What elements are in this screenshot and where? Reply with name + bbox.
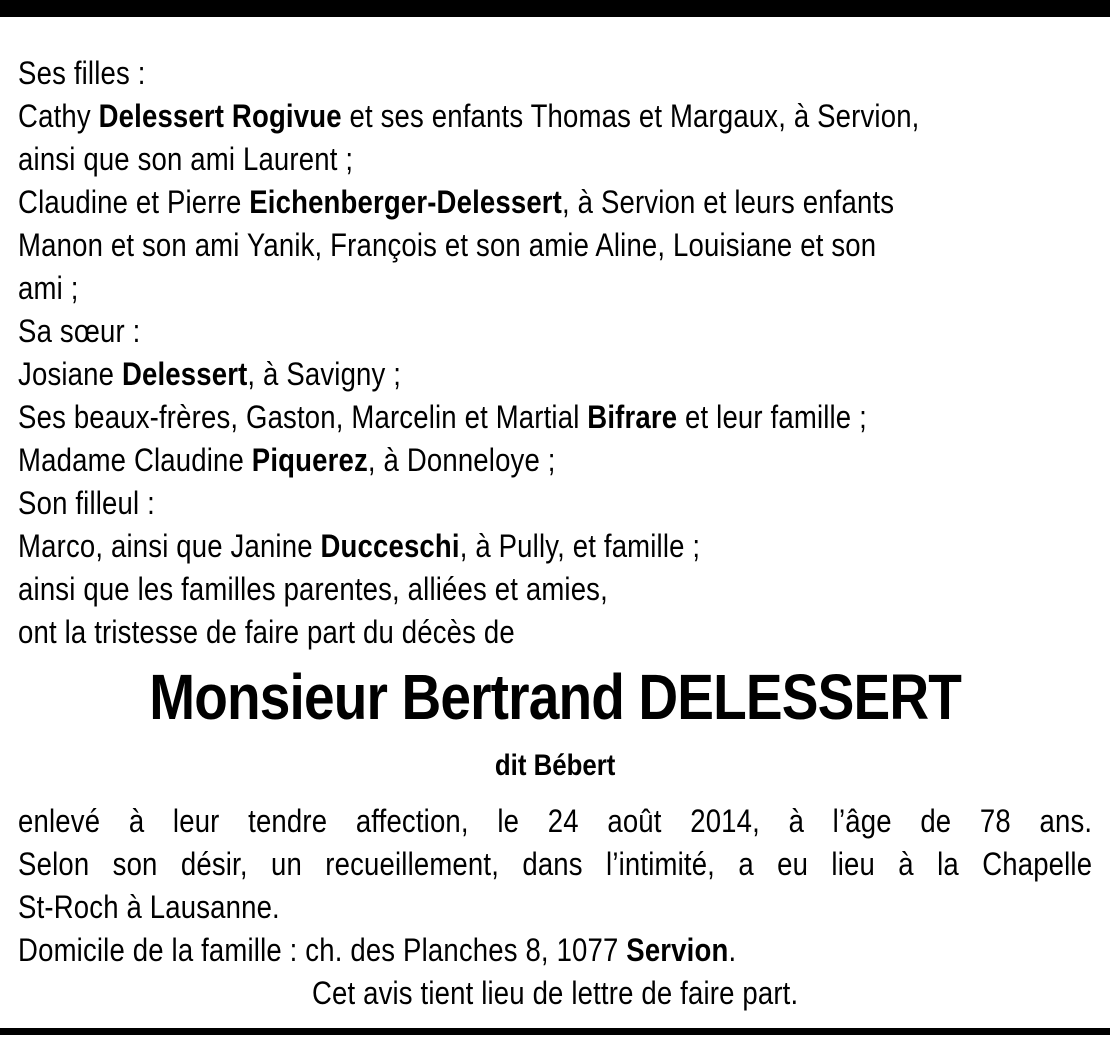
- notice-text: Sa sœur :: [18, 313, 141, 349]
- text-line: [18, 138, 1092, 181]
- notice-text: Domicile de la famille : ch. des Planches 8, 1077: [18, 932, 627, 968]
- text-line: [18, 929, 1092, 972]
- notice-text: et ses enfants Thomas et Margaux, à Servion,: [341, 98, 920, 134]
- notice-text: ami ;: [18, 270, 79, 306]
- detail-lines-block: [18, 800, 1092, 1015]
- surname-bold-text: Delessert: [121, 356, 248, 392]
- text-line: [18, 224, 1092, 267]
- notice-text: Marco, ainsi que Janine: [18, 528, 321, 564]
- surname-bold-text: Delessert Rogivue: [98, 98, 342, 134]
- notice-text: enlevé à leur tendre affection, le 24 août 2014, à l’âge de 78 ans.: [18, 803, 1093, 839]
- text-line: [18, 353, 1092, 396]
- notice-text: , à Savigny ;: [247, 356, 402, 392]
- text-line: [18, 972, 1092, 1015]
- text-line: [18, 568, 1092, 611]
- surname-bold-text: Servion: [626, 932, 729, 968]
- surname-bold-text: Piquerez: [251, 442, 368, 478]
- text-line: [18, 800, 1092, 843]
- family-lines-block: [18, 52, 1092, 654]
- text-line: [18, 525, 1092, 568]
- text-line: [18, 95, 1092, 138]
- deceased-name: Monsieur Bertrand DELESSERT: [149, 661, 961, 733]
- top-border-bar: [0, 0, 1110, 17]
- text-line: [18, 181, 1092, 224]
- text-line: [18, 267, 1092, 310]
- text-line: [18, 52, 1092, 95]
- notice-text: .: [728, 932, 737, 968]
- text-line: [18, 439, 1092, 482]
- notice-text: , à Donneloye ;: [367, 442, 556, 478]
- text-line: [18, 310, 1092, 353]
- notice-text: St-Roch à Lausanne.: [18, 889, 280, 925]
- notice-text: Ses filles :: [18, 55, 146, 91]
- text-line: [18, 886, 1092, 929]
- notice-text: Claudine et Pierre: [18, 184, 250, 220]
- notice-text: Cet avis tient lieu de lettre de faire part.: [311, 975, 799, 1011]
- notice-text: Selon son désir, un recueillement, dans l’intimité, a eu lieu à la Chapelle: [18, 846, 1093, 882]
- notice-text: Josiane: [18, 356, 122, 392]
- notice-text: , à Servion et leurs enfants: [562, 184, 895, 220]
- text-line: [18, 482, 1092, 525]
- notice-text: ainsi que son ami Laurent ;: [18, 141, 354, 177]
- notice-text: , à Pully, et famille ;: [459, 528, 701, 564]
- text-line: [18, 843, 1092, 886]
- surname-bold-text: Bifrare: [587, 399, 678, 435]
- notice-text: ont la tristesse de faire part du décès de: [18, 614, 515, 650]
- notice-text: Madame Claudine: [18, 442, 252, 478]
- notice-text: et leur famille ;: [677, 399, 867, 435]
- text-line: [18, 396, 1092, 439]
- nickname-line: dit Bébert: [494, 749, 616, 782]
- notice-text: Manon et son ami Yanik, François et son amie Aline, Louisiane et son: [18, 227, 877, 263]
- bottom-border-bar: [0, 1028, 1110, 1035]
- text-line: [18, 611, 1092, 654]
- notice-content: [0, 17, 1110, 1015]
- surname-bold-text: Eichenberger-Delessert: [249, 184, 563, 220]
- notice-text: ainsi que les familles parentes, alliées et amies,: [18, 571, 608, 607]
- notice-text: Cathy: [18, 98, 99, 134]
- surname-bold-text: Ducceschi: [320, 528, 460, 564]
- notice-text: Son filleul :: [18, 485, 155, 521]
- notice-text: Ses beaux-frères, Gaston, Marcelin et Martial: [18, 399, 588, 435]
